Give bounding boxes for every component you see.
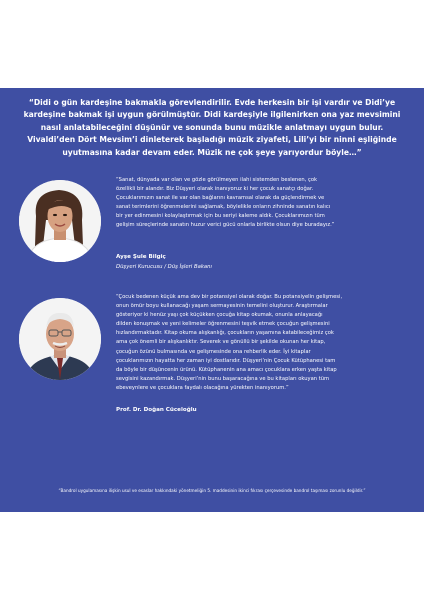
quote-line: çocuğun özünü bulmasında ve gelişmesinde ona rehberlik eder. İyi kitaplar — [116, 348, 311, 355]
author-name: Prof. Dr. Doğan Cüceloğlu — [116, 407, 197, 413]
intro-quote — [18, 97, 406, 159]
quote-line: hızlandırmaktadır. Kitap okuma alışkanlığı, çocukların yaşamına katabileceğimiz çok — [116, 330, 334, 337]
author-photo-dogan-cuceloglu — [19, 298, 101, 380]
quote-line: çocuklarımızın hayatta her zaman iyi dostlarıdır. Düşyeri’nin Çocuk Kütüphanesi tam — [116, 357, 336, 364]
author-photo-ayse-sule-bilgic — [19, 180, 101, 262]
quote-line: özellikli bir alandır. Biz Düşyeri olarak inanıyoruz ki her çocuk sanatçı doğar. — [116, 186, 314, 193]
portrait-woman-image — [19, 180, 101, 262]
testimonial-quote — [116, 293, 410, 393]
quote-line: sanat terimlerini öğrenmelerini sağlamak, böylelikle onların zihninde sanatın kalıcı — [116, 204, 331, 211]
quote-line: “Çocuk bedenen küçük ama dev bir potansiyel olarak doğar. Bu potansiyelin gelişmesi, — [116, 294, 343, 300]
quote-line: da böyle bir düşüncenin ürünü. Kütüphanenin ana amacı çocuklara erken yaşta kitap — [116, 366, 337, 373]
author-name: Ayşe Şule Bilgiç — [116, 254, 166, 260]
intro-line: nasıl anlatabileceğini düşünür ve sonunda bunu müzikle anlatmayı uygun bulur. — [40, 122, 384, 132]
intro-line: Vivaldi’den Dört Mevsim’i dinleterek başladığı müzik ziyafeti, Lili’yi bir ninni eşliğinde — [27, 135, 397, 145]
quote-line: Çocuklarımızın sanat ile var olan bağlarını kavramsal olarak da güçlendirmek ve — [116, 195, 325, 202]
legal-footnote: “Bandrol uygulamasına ilişkin usul ve esaslar hakkındaki yönetmeliğin 5. maddesinin ikinci fıkrası çerçevesinde bandrol taşıması zorunlu değildir.” — [58, 488, 366, 493]
intro-line: “Didi o gün kardeşine bakmakla görevlendirilir. Evde herkesin bir işi vardır ve Didi’ye — [28, 98, 396, 107]
quote-line: sevgisini kazandırmak. Düşyeri’nin bunu başaracağına ve bu kitapları okuyan tüm — [116, 375, 330, 382]
quote-line: “Sanat, dünyada var olan ve gözle görülmeyen ilahi sistemden beslenen, çok — [116, 177, 318, 183]
intro-line: uyutmasına kadar devam eder. Müzik ne çok şeye yarıyordur böyle…” — [62, 147, 362, 157]
quote-line: gösteriyor ki henüz yaşı çok küçükken çocuğa kitap okumak, onunla anlayacağı — [116, 312, 323, 319]
quote-line: ama çok önemli bir alışkanlıktır. Severek ve gönüllü bir şekilde okunan her kitap, — [116, 339, 326, 346]
back-cover-panel — [0, 88, 424, 512]
quote-line: bir yer edinmesini kolaylaştırmak için bu seriyi kaleme aldık. Çocuklarımızın tüm — [116, 213, 325, 220]
intro-line: kardeşine bakmak işi uygun görülmüştür. Didi kardeşiyle ilgilenirken ona yaz mevsimini — [23, 110, 401, 120]
quote-line: onun ömür boyu kullanacağı yaşam sermayesinin temelini oluşturur. Araştırmalar — [116, 303, 328, 310]
testimonial-quote — [116, 176, 410, 231]
quote-line: ebeveynlere ve çocuklara faydalı olacağına yürekten inanıyorum.” — [116, 384, 289, 391]
portrait-man-image — [19, 298, 101, 380]
quote-line: dilden konuşmak ve yeni kelimeler öğrenmesini teşvik etmek çocuğun gelişmesini — [116, 321, 330, 328]
quote-line: gelişim süreçlerinde sanatın huzur verici gücü onlarla birlikte olsun diye buradayız.” — [116, 222, 335, 229]
author-title: Düşyeri Kurucusu / Düş İşleri Bakanı — [116, 264, 212, 270]
